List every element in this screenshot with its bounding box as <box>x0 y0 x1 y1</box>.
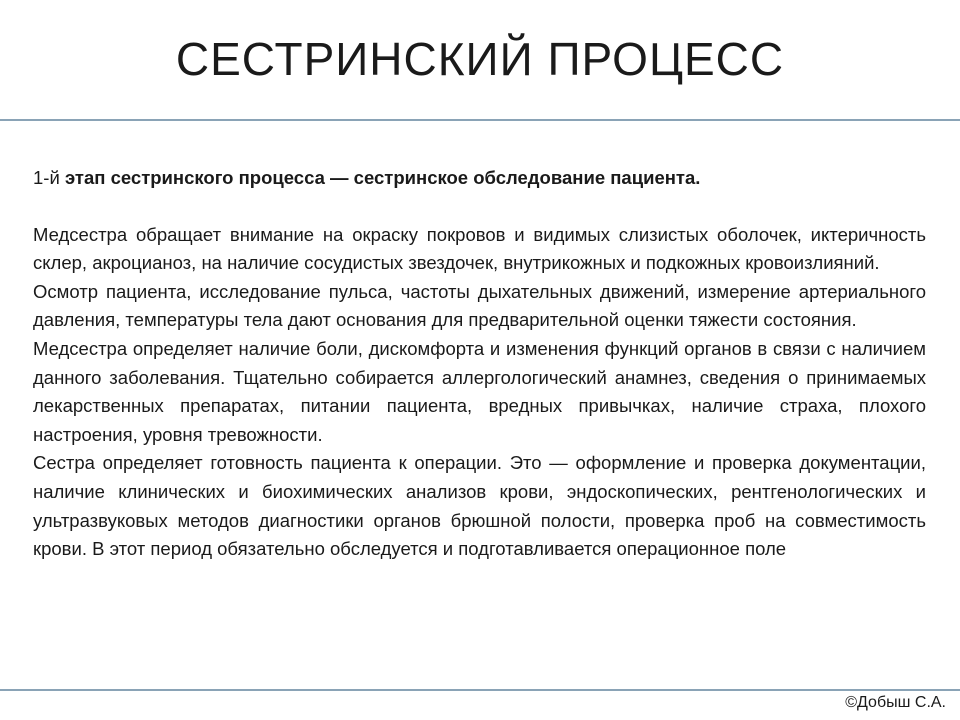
paragraph-3: Медсестра определяет наличие боли, дискомфорта и изменения функций органов в связи с наличием данного заболевания. Тщательно собирается аллергологический анамнез, сведения о принимаемых лекарственных препаратах, питании пациента, вредных привычках, наличие страха, плохого настроения, уровня тревожности. <box>33 337 926 445</box>
stage-heading-bold: этап сестринского процесса — сестринское обследование пациента. <box>64 167 701 188</box>
copyright: ©Добыш С.А. <box>845 694 946 711</box>
paragraph-2: Осмотр пациента, исследование пульса, частоты дыхательных движений, измерение артериального давления, температуры тела дают основания для предварительной оценки тяжести состояния. <box>33 280 926 331</box>
stage-heading <box>33 164 926 193</box>
paragraph-1: Медсестра обращает внимание на окраску покровов и видимых слизистых оболочек, иктеричность склер, акроцианоз, на наличие сосудистых звездочек, внутрикожных и подкожных кровоизлияний. <box>33 223 926 274</box>
paragraph-4: Сестра определяет готовность пациента к операции. Это — оформление и проверка документации, наличие клинических и биохимических анализов крови, эндоскопических, рентгенологических и ультразвуковых методов диагностики органов брюшной полости, проверка проб на совместимость крови. В этот период обязательно обследуется и подготавливается операционное поле <box>33 452 926 560</box>
slide-body <box>33 164 926 564</box>
stage-heading-prefix: 1-й <box>33 167 65 188</box>
slide-title: СЕСТРИНСКИЙ ПРОЦЕСС <box>175 33 785 85</box>
top-divider <box>0 119 960 121</box>
bottom-divider <box>0 689 960 691</box>
